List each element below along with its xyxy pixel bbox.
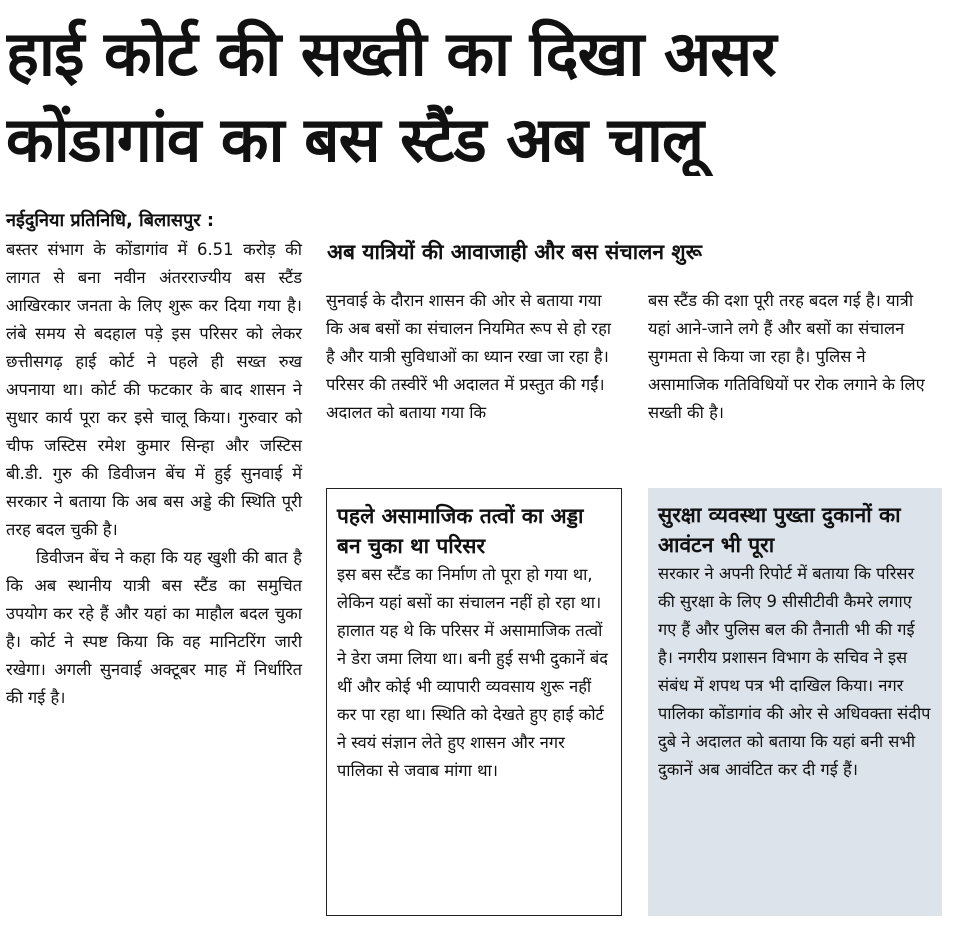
box-title-antisocial: पहले असामाजिक तत्वों का अड्डा बन चुका था परिसर [337, 504, 584, 558]
story-column-2-text: सुनवाई के दौरान शासन की ओर से बताया गया कि अब बसों का संचालन नियमित रूप से हो रहा है और यात्री सुविधाओं का ध्यान रखा जा रहा है। परिसर की तस्वीरें भी अदालत में प्रस्तुत की गईं। अदालत को बताया गया कि [326, 291, 612, 422]
subheading: अब यात्रियों की आवाजाही और बस संचालन शुरू [327, 240, 702, 264]
headline-line-2: कोंडागांव का बस स्टैंड अब चालू [6, 104, 704, 176]
story-column-3 [648, 287, 938, 427]
main-story-paragraph-2: डिवीजन बेंच ने कहा कि यह खुशी की बात है कि अब स्थानीय यात्री बस स्टैंड का समुचित उपयोग कर रहे हैं और यहां का माहौल बदल चुका है। कोर्ट ने स्पष्ट किया कि वह मानिटरिंग जारी रखेगा। अगली सुनवाई अक्टूबर माह में निर्धारित की गई है। [6, 548, 302, 707]
sidebar-box-antisocial [326, 488, 622, 916]
main-story-column [6, 236, 302, 712]
headline-line-1: हाई कोर्ट की सख्ती का दिखा असर [6, 18, 776, 90]
story-column-3-text: बस स्टैंड की दशा पूरी तरह बदल गई है। यात्री यहां आने-जाने लगे हैं और बसों का संचालन सुगमता से किया जा रहा है। पुलिस ने असामाजिक गतिविधियों पर रोक लगाने के लिए सख्ती की है। [648, 291, 925, 422]
box-body-antisocial: इस बस स्टैंड का निर्माण तो पूरा हो गया था, लेकिन यहां बसों का संचालन नहीं हो रहा था। हालात यह थे कि परिसर में असामाजिक तत्वों ने डेरा जमा लिया था। बनी हुई सभी दुकानें बंद थीं और कोई भी व्यापारी व्यवसाय शुरू नहीं कर पा रहा था। स्थिति को देखते हुए हाई कोर्ट ने स्वयं संज्ञान लेते हुए शासन और नगर पालिका से जवाब मांगा था। [337, 565, 608, 780]
box-body-security: सरकार ने अपनी रिपोर्ट में बताया कि परिसर की सुरक्षा के लिए 9 सीसीटीवी कैमरे लगाए गए हैं और पुलिस बल की तैनाती भी की गई है। नगरीय प्रशासन विभाग के सचिव ने इस संबंध में शपथ पत्र भी दाखिल किया। नगर पालिका कोंडागांव की ओर से अधिवक्ता संदीप दुबे ने अदालत को बताया कि यहां बनी सभी दुकानें अब आवंटित कर दी गई हैं। [658, 564, 931, 779]
box-title-security: सुरक्षा व्यवस्था पुख्ता दुकानों का आवंटन भी पूरा [658, 503, 901, 557]
sidebar-box-security [648, 488, 942, 916]
story-column-2 [326, 287, 618, 427]
main-story-paragraph-1: बस्तर संभाग के कोंडागांव में 6.51 करोड़ की लागत से बना नवीन अंतरराज्यीय बस स्टैंड आखिरकार जनता के लिए शुरू कर दिया गया है। लंबे समय से बदहाल पड़े इस परिसर को लेकर छत्तीसगढ़ हाई कोर्ट ने पहले ही सख्त रुख अपनाया था। कोर्ट की फटकार के बाद शासन ने सुधार कार्य पूरा कर इसे चालू किया। गुरुवार को चीफ जस्टिस रमेश कुमार सिन्हा और जस्टिस बी.डी. गुरु की डिवीजन बेंच में हुई सुनवाई में सरकार ने बताया कि अब बस अड्डे की स्थिति पूरी तरह बदल चुकी है। [6, 240, 302, 539]
byline: नईदुनिया प्रतिनिधि, बिलासपुर : [6, 210, 215, 231]
